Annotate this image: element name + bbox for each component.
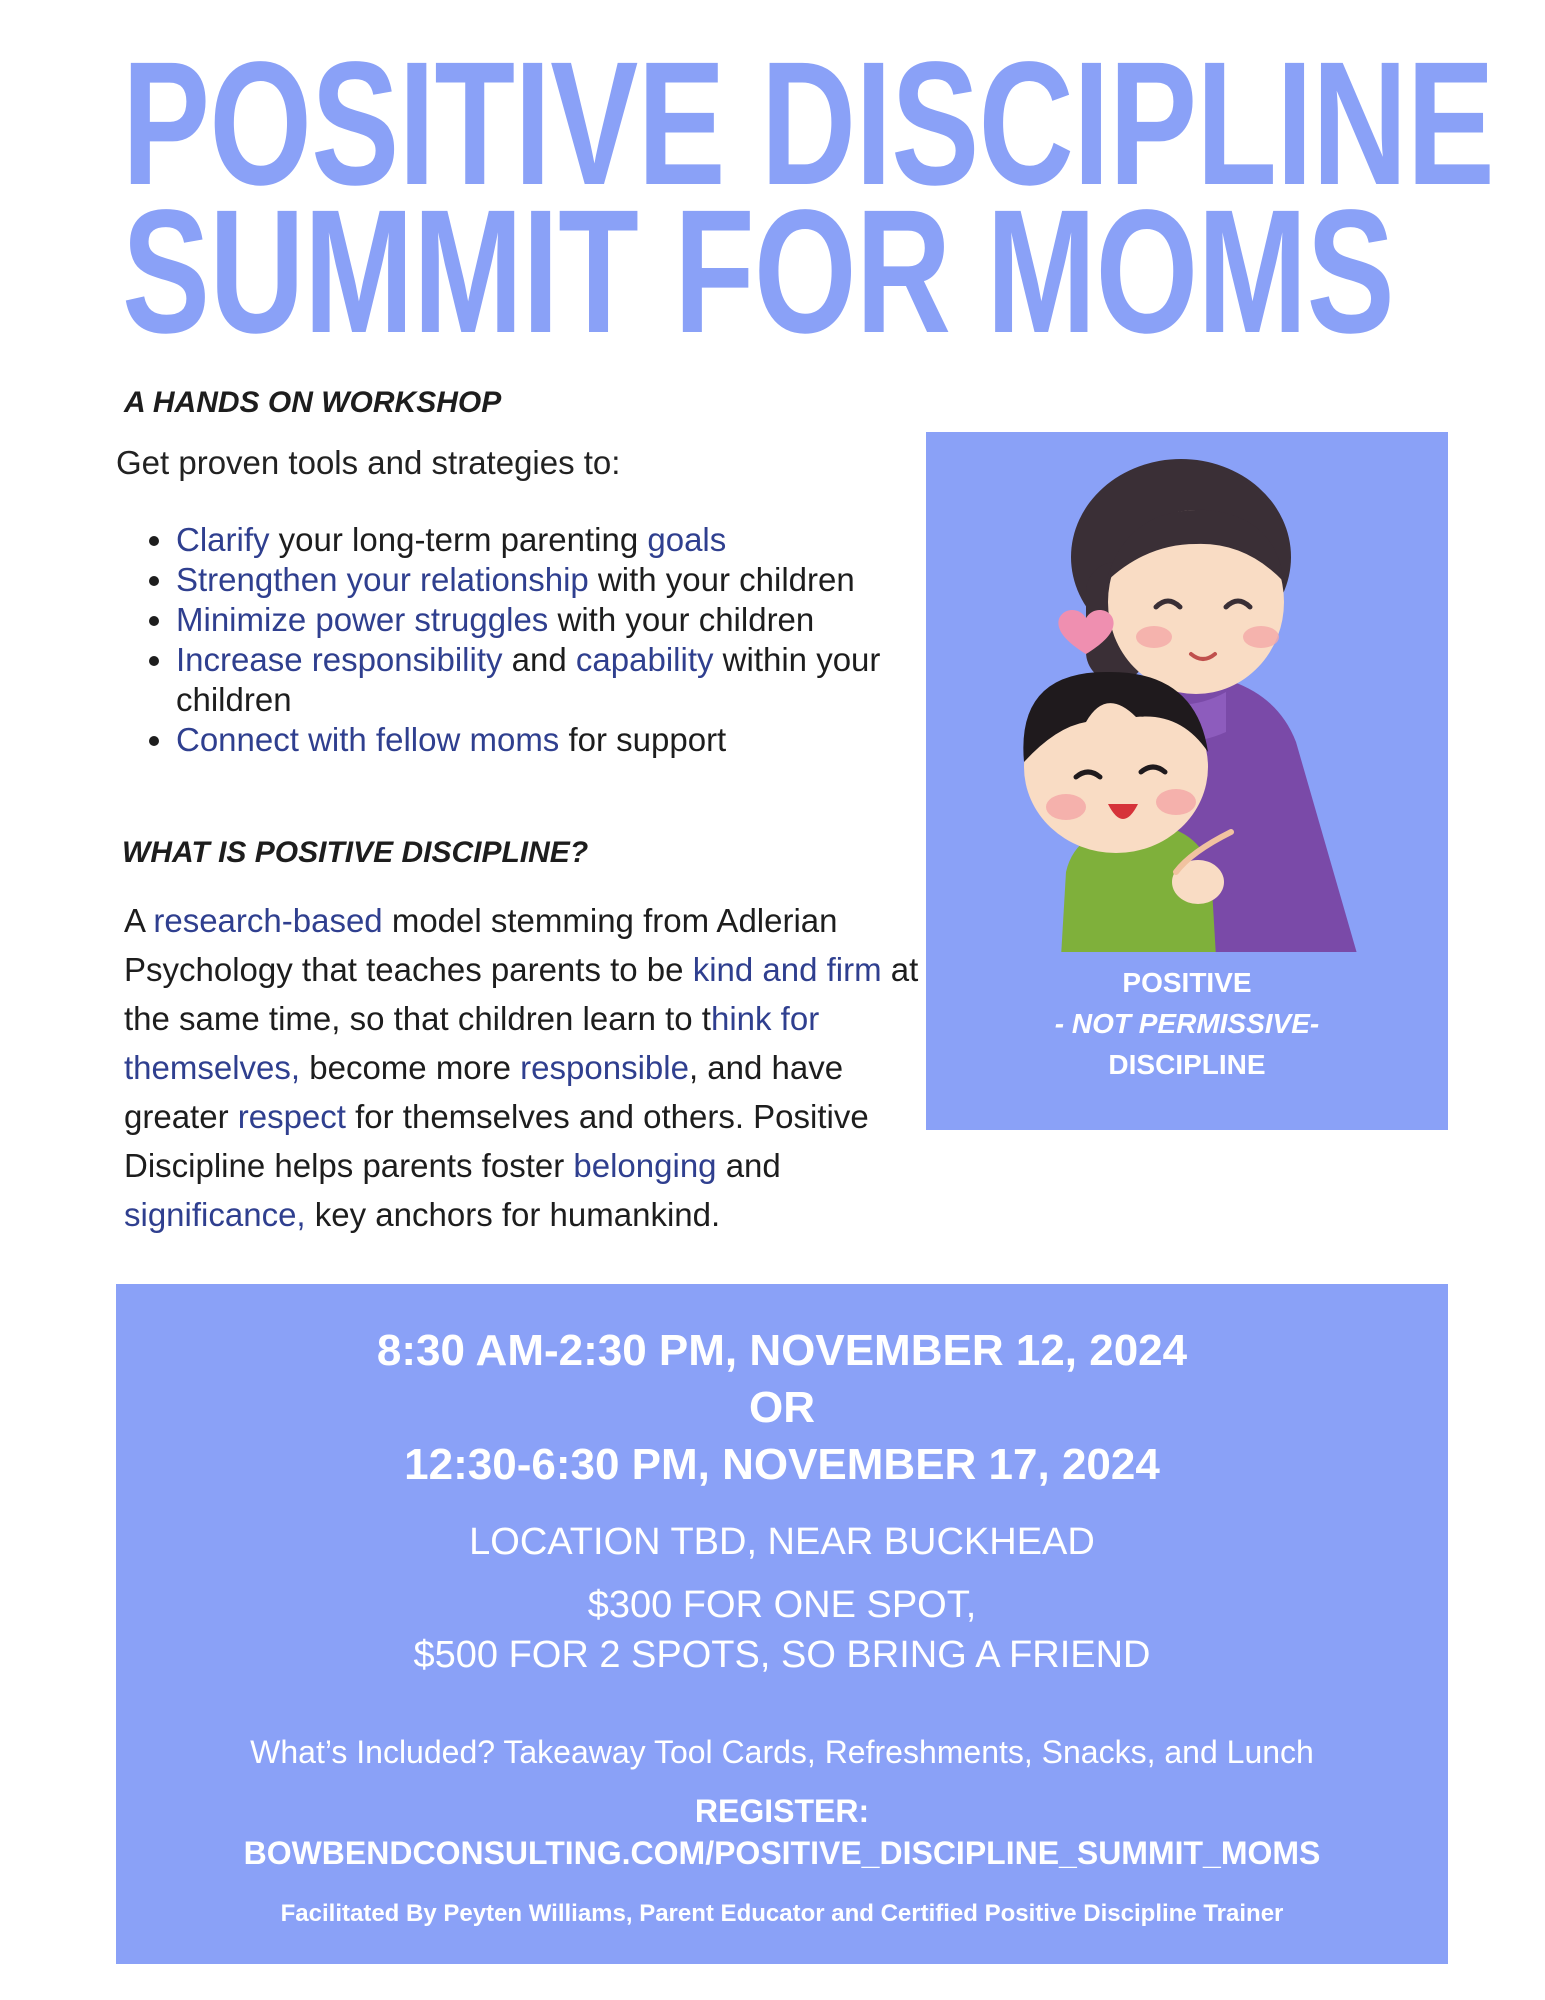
included-items: What’s Included? Takeaway Tool Cards, Refreshments, Snacks, and Lunch: [250, 1734, 1314, 1770]
workshop-kicker: A HANDS ON WORKSHOP: [124, 386, 502, 419]
facilitator-credit: Facilitated By Peyten Williams, Parent Educator and Certified Positive Discipline Trainer: [280, 1900, 1284, 1927]
date-or: OR: [749, 1383, 815, 1432]
list-item: • Strengthen your relationship with your children: [176, 560, 916, 600]
intro-text: Get proven tools and strategies to:: [116, 444, 621, 481]
what-is-heading: WHAT IS POSITIVE DISCIPLINE?: [122, 836, 589, 869]
illustration-panel: [926, 432, 1448, 1130]
caption-line-1: POSITIVE: [1122, 967, 1252, 998]
price-two-spots: $500 FOR 2 SPOTS, SO BRING A FRIEND: [413, 1634, 1151, 1676]
description-paragraph: A research-based model stemming from Adlerian Psychology that teaches parents to be kind and firm at the same time, so that children learn to think for themselves, become more responsible, and have greater respect for themselves and others. Positive Discipline helps parents foster belonging and significance, key anchors for humankind.: [124, 902, 919, 1233]
list-item: • Minimize power struggles with your children: [176, 600, 916, 640]
page-title: [122, 26, 1495, 370]
caption-line-3: DISCIPLINE: [1108, 1049, 1266, 1080]
list-item: • Increase responsibility and capability within your children: [176, 640, 916, 720]
title-line-1: POSITIVE DISCIPLINE: [122, 26, 1495, 222]
date-option-2: 12:30-6:30 PM, NOVEMBER 17, 2024: [404, 1440, 1160, 1489]
event-pricing: [116, 1580, 1448, 1680]
register-link[interactable]: BOWBENDCONSULTING.COM/POSITIVE_DISCIPLINE_SUMMIT_MOMS: [243, 1835, 1321, 1871]
price-one-spot: $300 FOR ONE SPOT,: [587, 1584, 977, 1626]
caption-line-2: - NOT PERMISSIVE-: [1054, 1008, 1320, 1039]
register-block: [116, 1790, 1448, 1874]
benefit-list: [134, 520, 916, 760]
title-line-2: SUMMIT FOR MOMS: [122, 174, 1394, 370]
list-item: • Connect with fellow moms for support: [176, 720, 916, 760]
event-dates: [116, 1322, 1448, 1493]
event-details-panel: [116, 1284, 1448, 1964]
date-option-1: 8:30 AM-2:30 PM, NOVEMBER 12, 2024: [376, 1326, 1188, 1375]
list-item: • Clarify your long-term parenting goals: [176, 520, 916, 560]
mother-hugging-child-illustration: [926, 432, 1448, 952]
event-location: LOCATION TBD, NEAR BUCKHEAD: [469, 1521, 1095, 1563]
register-label: REGISTER:: [694, 1793, 870, 1829]
illustration-caption: [926, 962, 1448, 1085]
